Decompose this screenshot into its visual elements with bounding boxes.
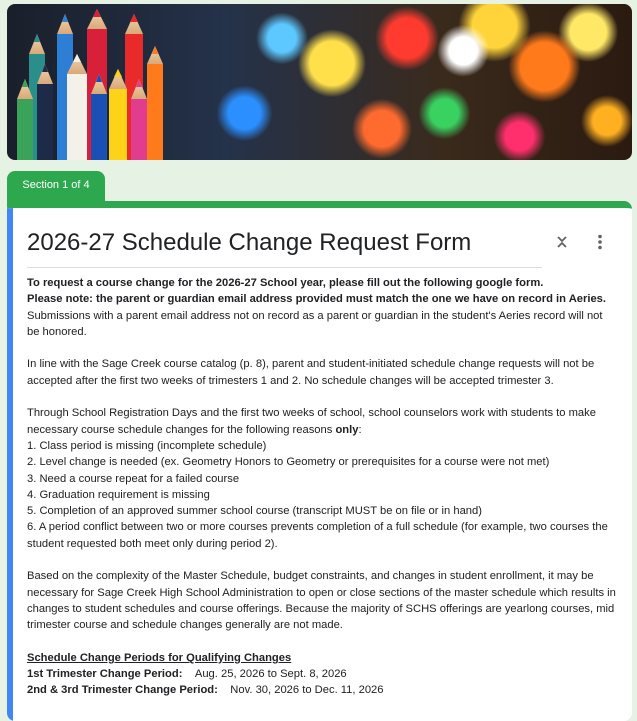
intro-bold-line-2: Please note: the parent or guardian email address provided must match the one we have on record in Aeries. xyxy=(27,293,607,306)
reason-item: 5. Completion of an approved summer school course (transcript MUST be on file or in hand) xyxy=(27,505,482,518)
collapse-icon xyxy=(556,235,568,249)
form-header-card xyxy=(7,201,632,721)
section-tab-label: Section 1 of 4 xyxy=(22,179,90,191)
focus-indicator-bar xyxy=(7,208,13,721)
header-banner-image xyxy=(7,4,632,160)
reason-item: 4. Graduation requirement is missing xyxy=(27,488,210,501)
colored-pencils-image xyxy=(7,4,207,160)
change-period-label: 1st Trimester Change Period: xyxy=(27,668,183,681)
collapse-section-button[interactable] xyxy=(552,232,572,252)
registration-text: Through School Registration Days and the first two weeks of school, school counselors work with students to make necessary course schedule changes for the following reasons xyxy=(27,407,596,436)
more-options-button[interactable] xyxy=(590,232,610,252)
catalog-paragraph: In line with the Sage Creek course catalog (p. 8), parent and student-initiated schedule change requests will not be accepted after the first two weeks of trimesters 1 and 2. No schedule changes will be accepted trimester 3. xyxy=(27,358,595,387)
intro-bold-line-1: To request a course change for the 2026-27 School year, please fill out the following google form. xyxy=(27,277,544,289)
registration-paragraph xyxy=(27,405,617,438)
intro-normal-text: Submissions with a parent email address not on record as a parent or guardian in the student's Aeries record will not be honored. xyxy=(27,309,603,338)
form-description xyxy=(27,275,617,699)
change-period-label: 2nd & 3rd Trimester Change Period: xyxy=(27,684,218,697)
master-schedule-paragraph: Based on the complexity of the Master Schedule, budget constraints, and changes in student enrollment, it may be necessary for Sage Creek High School Administration to open or close sections of the master schedule which results in changes to student schedules and course offerings. Because the majority of SCHS offerings are yearlong courses, mid trimester course and schedule changes generally are not made. xyxy=(27,570,616,632)
more-vert-icon xyxy=(597,234,603,250)
registration-only-word: only xyxy=(335,423,359,436)
registration-suffix: : xyxy=(358,423,362,436)
change-period-row xyxy=(27,666,617,682)
reason-item: 6. A period conflict between two or more courses prevents completion of a full schedule (for example, two courses the student requested both meet only during period 2). xyxy=(27,521,608,550)
reason-item: 2. Level change is needed (ex. Geometry Honors to Geometry or prerequisites for a course were not met) xyxy=(27,456,550,469)
change-periods-heading: Schedule Change Periods for Qualifying Changes xyxy=(27,651,292,664)
change-period-dates: Nov. 30, 2026 to Dec. 11, 2026 xyxy=(230,684,384,697)
change-period-dates: Aug. 25, 2026 to Sept. 8, 2026 xyxy=(194,668,347,681)
change-period-row xyxy=(27,682,617,698)
form-title: 2026-27 Schedule Change Request Form xyxy=(27,227,542,268)
reason-item: 3. Need a course repeat for a failed course xyxy=(27,472,240,485)
reason-item: 1. Class period is missing (incomplete schedule) xyxy=(27,439,267,452)
